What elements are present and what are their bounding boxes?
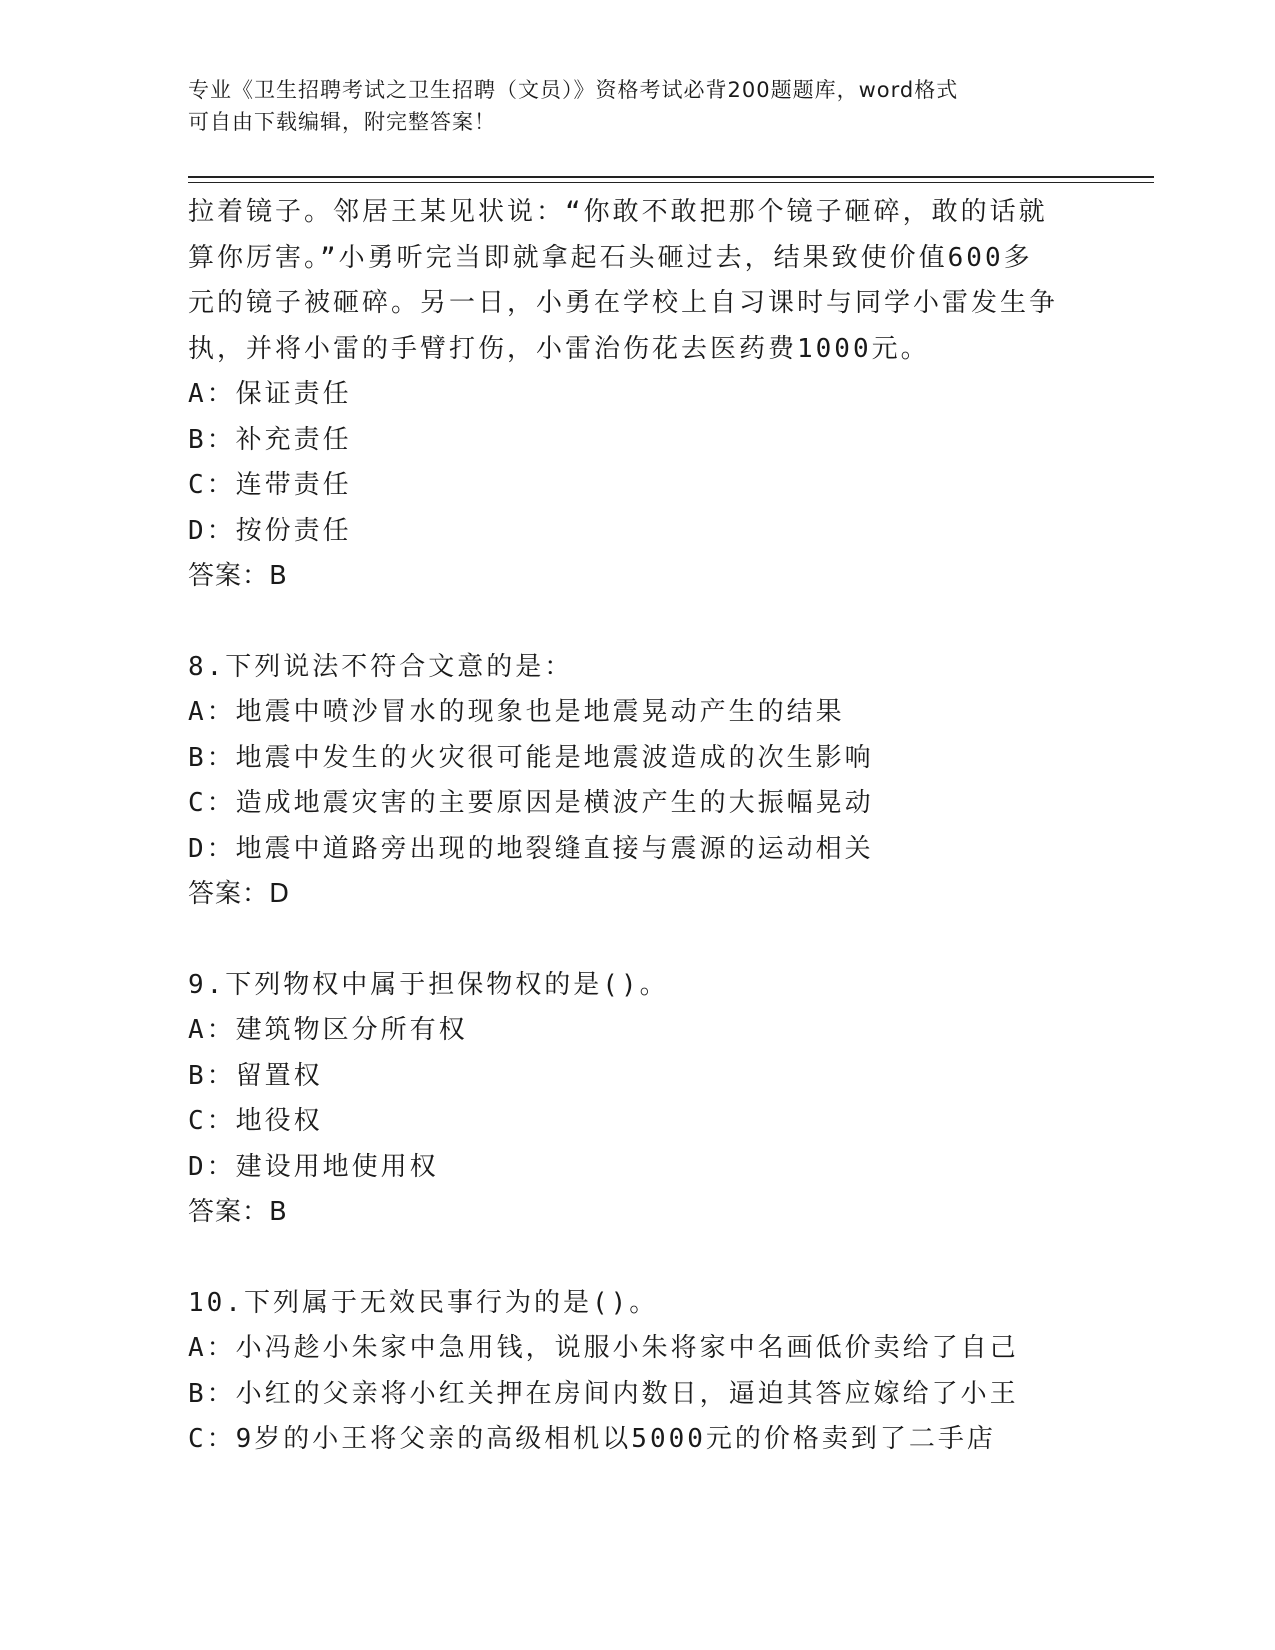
option-d: D：按份责任	[188, 515, 352, 546]
document-body	[188, 190, 1088, 1463]
spacer	[188, 1236, 1088, 1281]
option-c: C：造成地震灾害的主要原因是横波产生的大振幅晃动	[188, 788, 874, 818]
option-b: B：小红的父亲将小红关押在房间内数日，逼迫其答应嫁给了小王	[188, 1378, 1019, 1409]
question-9	[188, 963, 1088, 1236]
option-c: C：地役权	[188, 1106, 323, 1136]
question-stem: 8.下列说法不符合文意的是：	[188, 651, 574, 682]
header-title-line-1: 专业《卫生招聘考试之卫生招聘（文员）》资格考试必背200题题库，word格式	[188, 78, 959, 102]
question-7-answer: 答案：B	[188, 561, 288, 591]
document-header	[188, 74, 1088, 138]
passage-line: 执，并将小雷的手臂打伤，小雷治伤花去医药费1000元。	[188, 333, 930, 364]
spacer	[188, 600, 1088, 645]
question-9-answer: 答案：B	[188, 1197, 288, 1227]
question-8	[188, 645, 1088, 918]
question-stem: 9.下列物权中属于担保物权的是()。	[188, 969, 669, 1000]
option-b: B：留置权	[188, 1060, 323, 1091]
option-a: A：地震中喷沙冒水的现象也是地震晃动产生的结果	[188, 697, 845, 727]
question-7-passage	[188, 190, 1088, 372]
option-a: A：保证责任	[188, 379, 352, 409]
question-10	[188, 1281, 1088, 1463]
option-a: A：建筑物区分所有权	[188, 1015, 468, 1045]
option-a: A：小冯趁小朱家中急用钱，说服小朱将家中名画低价卖给了自己	[188, 1333, 1019, 1363]
header-divider	[188, 176, 1154, 183]
header-title-line-2: 可自由下载编辑，附完整答案！	[188, 110, 496, 134]
option-b: B：补充责任	[188, 424, 352, 455]
option-c: C：9岁的小王将父亲的高级相机以5000元的价格卖到了二手店	[188, 1424, 996, 1454]
question-7-options	[188, 372, 1088, 600]
option-b: B：地震中发生的火灾很可能是地震波造成的次生影响	[188, 742, 874, 773]
option-c: C：连带责任	[188, 470, 352, 500]
question-stem: 10.下列属于无效民事行为的是()。	[188, 1287, 659, 1318]
passage-line: 拉着镜子。邻居王某见状说：“你敢不敢把那个镜子砸碎，敢的话就	[188, 197, 1048, 227]
spacer	[188, 918, 1088, 963]
passage-line: 算你厉害。”小勇听完当即就拿起石头砸过去，结果致使价值600多	[188, 242, 1033, 273]
option-d: D：建设用地使用权	[188, 1151, 439, 1182]
question-8-answer: 答案：D	[188, 879, 291, 909]
passage-line: 元的镜子被砸碎。另一日，小勇在学校上自习课时与同学小雷发生争	[188, 288, 1059, 318]
option-d: D：地震中道路旁出现的地裂缝直接与震源的运动相关	[188, 833, 874, 864]
